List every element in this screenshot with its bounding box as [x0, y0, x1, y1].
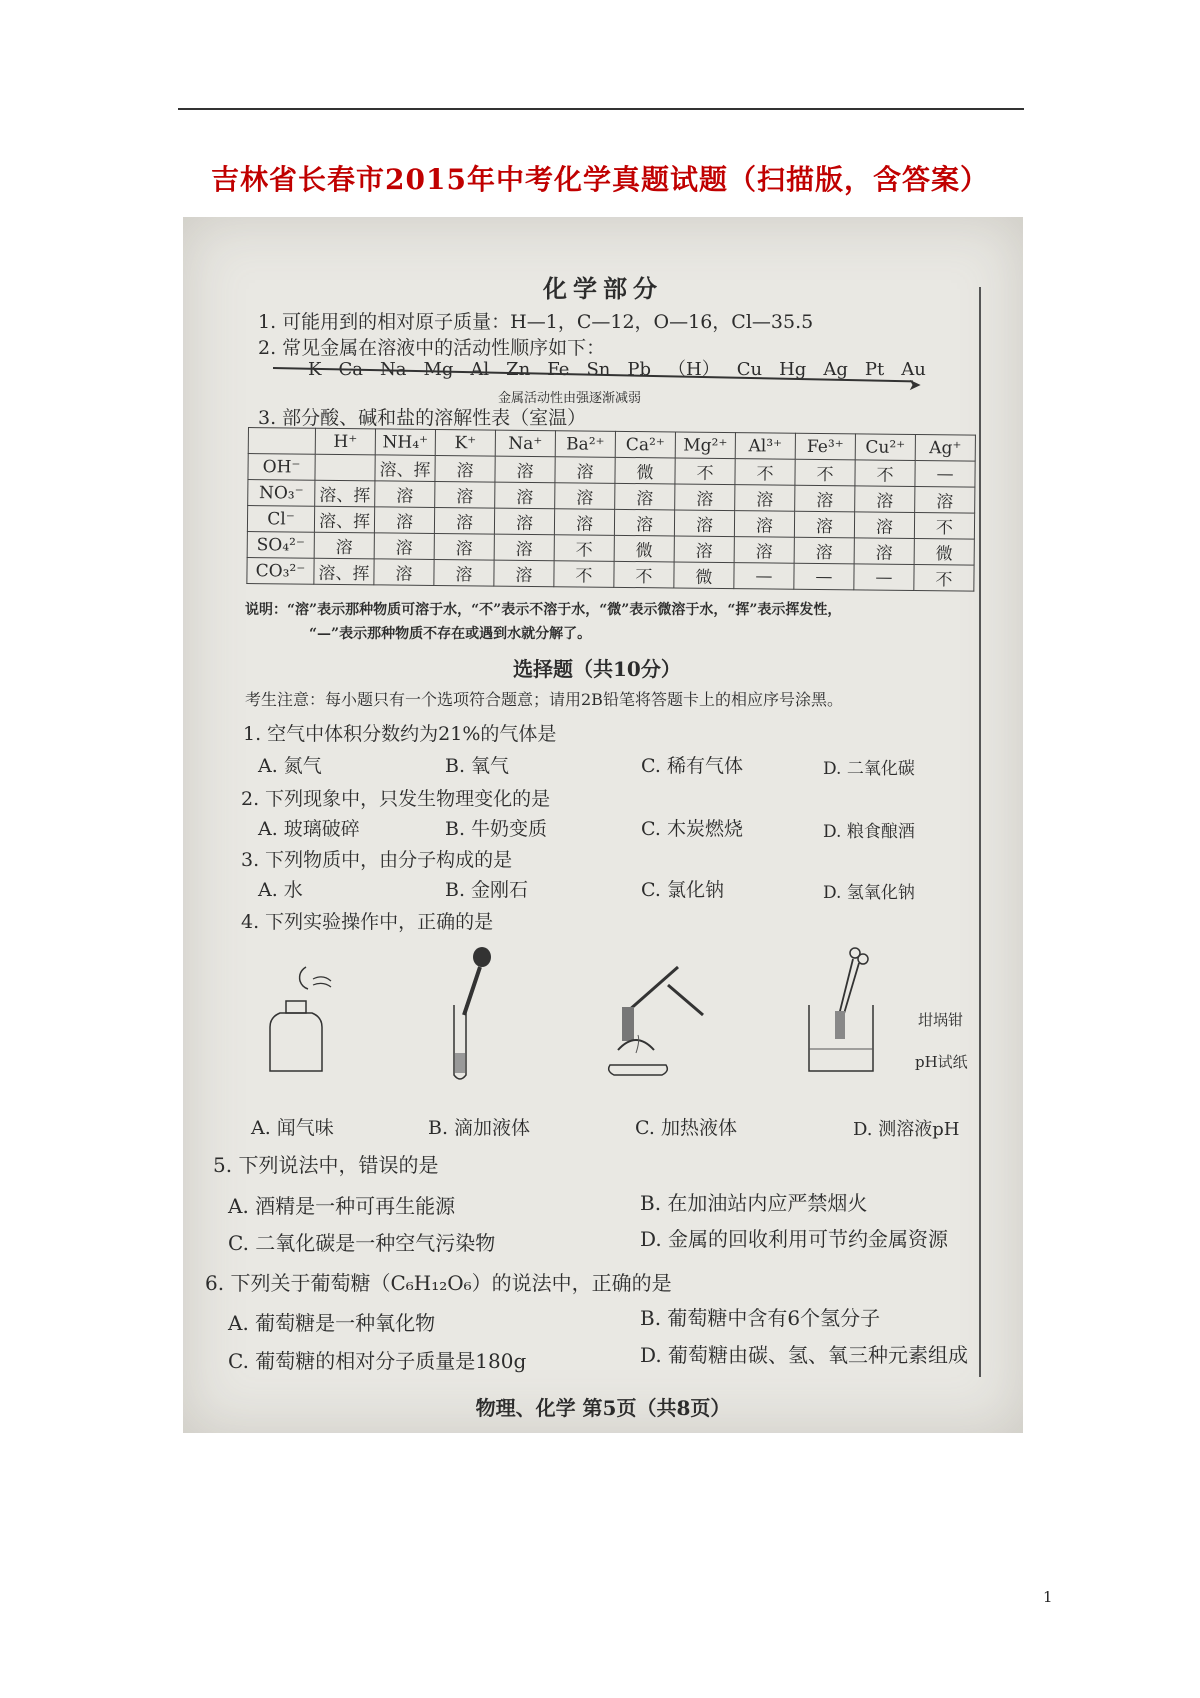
- question-option: B. 氧气: [445, 755, 510, 777]
- row-header: NO₃⁻: [248, 480, 315, 507]
- scan-footer: 物理、化学 第5页（共8页）: [475, 1396, 731, 1420]
- table-cell: 溶、挥: [315, 480, 375, 507]
- table-cell: 微: [615, 457, 675, 484]
- table-cell: 溶: [614, 509, 674, 536]
- table-cell: 溶: [374, 533, 434, 560]
- question-option: D. 金属的回收利用可节约金属资源: [640, 1227, 949, 1251]
- metal-symbol: Hg: [779, 359, 807, 380]
- table-legend-line2: “—”表示那种物质不存在或遇到水就分解了。: [309, 626, 592, 642]
- table-cell: 溶: [734, 537, 794, 564]
- question-option: A. 酒精是一种可再生能源: [228, 1194, 456, 1218]
- table-cell: 不: [914, 564, 974, 591]
- note-atomic-mass: 1. 可能用到的相对原子质量：H—1，C—12，O—16，Cl—35.5: [258, 311, 814, 333]
- metal-symbol: Pb: [627, 359, 652, 380]
- table-cell: —: [794, 563, 854, 590]
- table-cell: 溶: [374, 559, 434, 586]
- question-option: C. 稀有气体: [641, 755, 743, 777]
- metal-symbol: Au: [901, 359, 926, 380]
- metal-symbol: Sn: [586, 359, 611, 380]
- table-cell: 溶: [915, 486, 975, 513]
- table-cell: 不: [614, 561, 674, 588]
- question-stem: 5. 下列说法中，错误的是: [213, 1153, 439, 1177]
- table-cell: 溶: [435, 455, 495, 482]
- question-option: A. 玻璃破碎: [258, 818, 360, 840]
- header-rule: [178, 108, 1024, 110]
- figure-label-tongs: 坩埚钳: [918, 1011, 964, 1029]
- row-header: CO₃²⁻: [247, 557, 314, 584]
- ph-test-figure: [795, 945, 905, 1085]
- table-cell: 微: [914, 538, 974, 565]
- table-cell: 溶: [734, 511, 794, 538]
- table-cell: 溶: [434, 507, 494, 534]
- table-cell: 溶: [314, 532, 374, 559]
- question-option: A. 葡萄糖是一种氧化物: [228, 1311, 436, 1335]
- question-option: A. 氮气: [258, 755, 322, 777]
- question-option: B. 牛奶变质: [445, 818, 548, 840]
- table-cell: 溶: [674, 510, 734, 537]
- page-edge-line: [979, 287, 981, 1377]
- smell-gas-figure: [258, 957, 358, 1077]
- table-cell: 溶: [675, 484, 735, 511]
- column-header: Fe³⁺: [795, 433, 855, 460]
- table-cell: 溶: [495, 456, 555, 483]
- question-stem: 2. 下列现象中，只发生物理变化的是: [241, 788, 551, 810]
- table-cell: 不: [554, 561, 614, 588]
- table-cell: 溶: [555, 483, 615, 510]
- question-option: C. 木炭燃烧: [641, 818, 743, 840]
- table-cell: —: [734, 563, 794, 590]
- metal-symbol: Pt: [864, 359, 885, 380]
- table-cell: 溶: [854, 512, 914, 539]
- question-option: D. 葡萄糖由碳、氢、氧三种元素组成: [640, 1343, 969, 1367]
- table-cell: 溶: [855, 486, 915, 513]
- table-legend-line1: 说明：“溶”表示那种物质可溶于水，“不”表示不溶于水，“微”表示微溶于水，“挥”表示挥发性，: [245, 602, 842, 618]
- dropper-figure: [438, 945, 518, 1085]
- metal-symbol: Mg: [423, 359, 454, 380]
- question-option: B. 滴加液体: [428, 1117, 531, 1139]
- question-option: A. 闻气味: [251, 1117, 334, 1139]
- scanned-exam-page: [183, 217, 1023, 1433]
- table-cell: 溶: [495, 482, 555, 509]
- column-header: Ag⁺: [915, 434, 975, 461]
- metal-symbol: Fe: [547, 359, 570, 380]
- note-activity-series: 2. 常见金属在溶液中的活动性顺序如下：: [258, 337, 606, 359]
- metal-symbol: （H）: [668, 359, 720, 380]
- table-cell: 微: [614, 535, 674, 562]
- table-cell: 不: [855, 460, 915, 487]
- table-cell: 溶: [615, 483, 675, 510]
- table-cell: 溶: [795, 485, 855, 512]
- column-header: Al³⁺: [735, 433, 795, 460]
- table-cell: 溶: [494, 534, 554, 561]
- table-cell: 溶: [554, 509, 614, 536]
- column-header: Cu²⁺: [855, 434, 915, 461]
- metal-symbol: Na: [379, 359, 407, 380]
- table-cell: 溶: [435, 481, 495, 508]
- figure-label-ph-paper: pH试纸: [915, 1053, 968, 1071]
- row-header: Cl⁻: [247, 506, 314, 533]
- table-cell: 溶、挥: [314, 558, 374, 585]
- question-option: B. 金刚石: [445, 879, 529, 901]
- table-cell: —: [854, 564, 914, 591]
- column-header: H⁺: [315, 428, 375, 455]
- question-option: A. 水: [258, 879, 303, 901]
- question-option: C. 加热液体: [635, 1117, 737, 1139]
- column-header: Na⁺: [495, 430, 555, 457]
- page-number: 1: [1043, 1588, 1053, 1606]
- column-header: NH₄⁺: [375, 429, 435, 456]
- table-cell: 溶: [434, 533, 494, 560]
- question-stem: 1. 空气中体积分数约为21%的气体是: [243, 723, 557, 745]
- question-option: D. 氢氧化钠: [823, 883, 915, 903]
- question-option: B. 葡萄糖中含有6个氢分子: [640, 1306, 881, 1330]
- table-cell: 溶、挥: [375, 455, 435, 482]
- question-option: B. 在加油站内应严禁烟火: [640, 1191, 868, 1215]
- table-cell: —: [915, 460, 975, 487]
- table-cell: [315, 454, 375, 481]
- note-solubility-table: 3. 部分酸、碱和盐的溶解性表（室温）: [258, 407, 587, 429]
- metal-symbol: Ag: [823, 359, 848, 380]
- activity-caption: 金属活动性由强逐渐减弱: [498, 391, 642, 406]
- table-cell: 溶: [374, 507, 434, 534]
- document-title: 吉林省长春市2015年中考化学真题试题（扫描版，含答案）: [211, 163, 989, 196]
- question-stem: 6. 下列关于葡萄糖（C₆H₁₂O₆）的说法中，正确的是: [205, 1271, 672, 1295]
- column-header: Mg²⁺: [675, 432, 735, 459]
- row-header: OH⁻: [248, 454, 315, 481]
- table-cell: 溶: [854, 538, 914, 565]
- question-option: D. 粮食酿酒: [823, 822, 915, 842]
- question-stem: 3. 下列物质中，由分子构成的是: [241, 849, 513, 871]
- table-cell: 溶: [674, 536, 734, 563]
- table-cell: 不: [795, 459, 855, 486]
- table-cell: 溶、挥: [314, 506, 374, 533]
- question-stem: 4. 下列实验操作中，正确的是: [241, 911, 494, 933]
- column-header: Ba²⁺: [555, 431, 615, 458]
- choice-notice: 考生注意：每小题只有一个选项符合题意；请用2B铅笔将答题卡上的相应序号涂黑。: [245, 690, 843, 709]
- metal-activity-series: [308, 355, 943, 381]
- table-cell: 溶: [794, 511, 854, 538]
- metal-symbol: K: [308, 359, 322, 380]
- question-option: D. 二氧化碳: [823, 759, 915, 779]
- table-cell: 溶: [494, 560, 554, 587]
- section-title: 化学部分: [543, 274, 663, 303]
- solubility-table: [246, 427, 976, 592]
- table-cell: 溶: [794, 537, 854, 564]
- table-cell: 微: [674, 562, 734, 589]
- table-cell: 不: [735, 459, 795, 486]
- heating-liquid-figure: [598, 955, 718, 1085]
- table-cell: 溶: [375, 481, 435, 508]
- question-option: C. 氯化钠: [641, 879, 724, 901]
- metal-symbol: Al: [470, 359, 490, 380]
- table-cell: 溶: [555, 457, 615, 484]
- choice-section-title: 选择题（共10分）: [513, 657, 681, 681]
- table-cell: 溶: [434, 559, 494, 586]
- table-cell: 不: [675, 458, 735, 485]
- metal-symbol: Cu: [736, 359, 763, 380]
- question-option: C. 葡萄糖的相对分子质量是180g: [228, 1349, 527, 1373]
- question-option: C. 二氧化碳是一种空气污染物: [228, 1231, 496, 1255]
- table-cell: 溶: [735, 485, 795, 512]
- metal-symbol: Ca: [338, 359, 363, 380]
- column-header: K⁺: [435, 429, 495, 456]
- table-cell: 不: [914, 512, 974, 539]
- table-cell: 溶: [494, 508, 554, 535]
- table-cell: 不: [554, 535, 614, 562]
- row-header: SO₄²⁻: [247, 531, 314, 558]
- metal-symbol: Zn: [506, 359, 531, 380]
- column-header: Ca²⁺: [615, 431, 675, 458]
- question-option: D. 测溶液pH: [853, 1119, 960, 1140]
- arrow-head-icon: ➤: [908, 375, 922, 394]
